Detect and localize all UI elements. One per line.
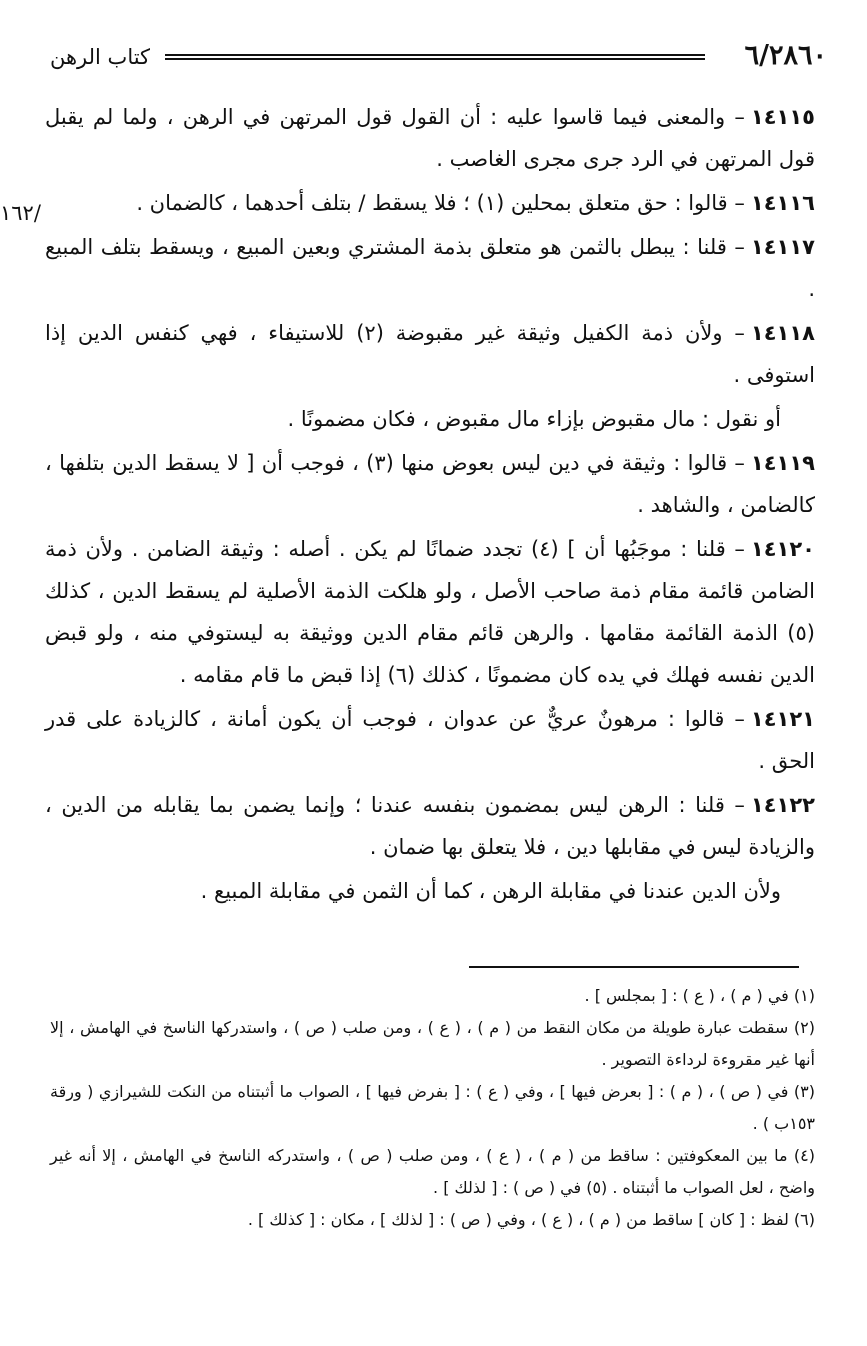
paragraph xyxy=(45,226,815,310)
paragraph-text: – قلنا : الرهن ليس بمضمون بنفسه عندنا ؛ وإنما يضمن بما يقابله من الدين ، والزيادة ليس في مقابلها دين ، فلا يتعلق بها ضمان . xyxy=(45,793,815,859)
paragraph-text: – ولأن ذمة الكفيل وثيقة غير مقبوضة (٢) للاستيفاء ، فهي كنفس الدين إذا استوفى . xyxy=(45,321,815,387)
paragraph-number: ١٤١١٧ xyxy=(750,235,815,259)
footnote-separator xyxy=(469,966,799,968)
paragraph-text: – قالوا : وثيقة في دين ليس بعوض منها (٣) ، فوجب أن [ لا يسقط الدين بتلفها ، كالضامن ، والشاهد . xyxy=(45,451,815,517)
header-double-rule xyxy=(165,54,705,60)
paragraph-number: ١٤١١٥ xyxy=(750,105,815,129)
footnotes xyxy=(50,980,815,1236)
paragraph xyxy=(45,442,815,526)
paragraph xyxy=(45,528,815,696)
paragraph-text: – والمعنى فيما قاسوا عليه : أن القول قول المرتهن في الرهن ، ولما لم يقبل قول المرتهن في الرد جرى مجرى الغاصب . xyxy=(45,105,815,171)
footnote: (٦) لفظ : [ كان ] ساقط من ( م ) ، ( ع ) ، وفي ( ص ) : [ لذلك ] ، مكان : [ كذلك ] . xyxy=(247,1210,815,1229)
footnote: (٣) في ( ص ) ، ( م ) : [ بعرض فيها ] ، وفي ( ع ) : [ بفرض فيها ] ، الصواب ما أثبتناه من النكت للشيرازي ( ورقة ١٥٣ب ) . xyxy=(50,1082,815,1133)
paragraph-text: – قلنا : موجَبُها أن ] (٤) تجدد ضمانًا لم يكن . أصله : وثيقة الضامن . ولأن ذمة الضامن قائمة مقام ذمة صاحب الأصل ، ولو هلكت الذمة الأصلية لم يسقط الدين ، كذلك (٥) الذمة القائمة مقامها . والرهن قائم مقام الدين ووثيقة به ليستوفي منه ، ولو قبض الدين نفسه فهلك في يده كان مضمونًا ، كذلك (٦) إذا قبض ما قام مقامه . xyxy=(45,537,815,687)
paragraph-number: ١٤١٢٢ xyxy=(750,793,815,817)
paragraph xyxy=(45,398,815,440)
paragraph-number: ١٤١١٩ xyxy=(750,451,815,475)
running-header xyxy=(50,36,827,76)
paragraph-text: ولأن الدين عندنا في مقابلة الرهن ، كما أن الثمن في مقابلة المبيع . xyxy=(200,879,781,903)
paragraph xyxy=(45,698,815,782)
paragraph xyxy=(45,182,815,224)
book-title: كتاب الرهن xyxy=(50,45,151,69)
paragraph-text: أو نقول : مال مقبوض بإزاء مال مقبوض ، فكان مضمونًا . xyxy=(287,407,781,431)
footnote: (٤) ما بين المعكوفتين : ساقط من ( م ) ، ( ع ) ، ومن صلب ( ص ) ، واستدركه الناسخ في الهامش ، إلا أنه غير واضح ، لعل الصواب ما أثبتناه . (٥) في ( ص ) : [ لذلك ] . xyxy=(50,1146,815,1197)
paragraph-number: ١٤١٢١ xyxy=(750,707,815,731)
paragraph-text: – قالوا : مرهونٌ عريٌّ عن عدوان ، فوجب أن يكون أمانة ، كالزيادة على قدر الحق . xyxy=(45,707,815,773)
page-number: ٦/٢٨٦٠ xyxy=(744,40,827,71)
paragraph xyxy=(45,96,815,180)
paragraph xyxy=(45,784,815,868)
paragraph-number: ١٤١١٦ xyxy=(750,191,815,215)
paragraph-number: ١٤١١٨ xyxy=(750,321,815,345)
margin-page-reference: ١٦٢/ xyxy=(0,201,41,225)
paragraph-number: ١٤١٢٠ xyxy=(750,537,815,561)
paragraph-text: – قالوا : حق متعلق بمحلين (١) ؛ فلا يسقط / بتلف أحدهما ، كالضمان . xyxy=(136,191,745,215)
footnote: (٢) سقطت عبارة طويلة من مكان النقط من ( م ) ، ( ع ) ، ومن صلب ( ص ) ، واستدركها الناسخ في الهامش ، إلا أنها غير مقروءة لرداءة التصوير . xyxy=(50,1018,815,1069)
footnote: (١) في ( م ) ، ( ع ) : [ بمجلس ] . xyxy=(584,986,815,1005)
paragraph xyxy=(45,312,815,396)
paragraph xyxy=(45,870,815,912)
main-text xyxy=(45,96,815,914)
paragraph-text: – قلنا : يبطل بالثمن هو متعلق بذمة المشتري وبعين المبيع ، ويسقط بتلف المبيع . xyxy=(45,235,815,301)
